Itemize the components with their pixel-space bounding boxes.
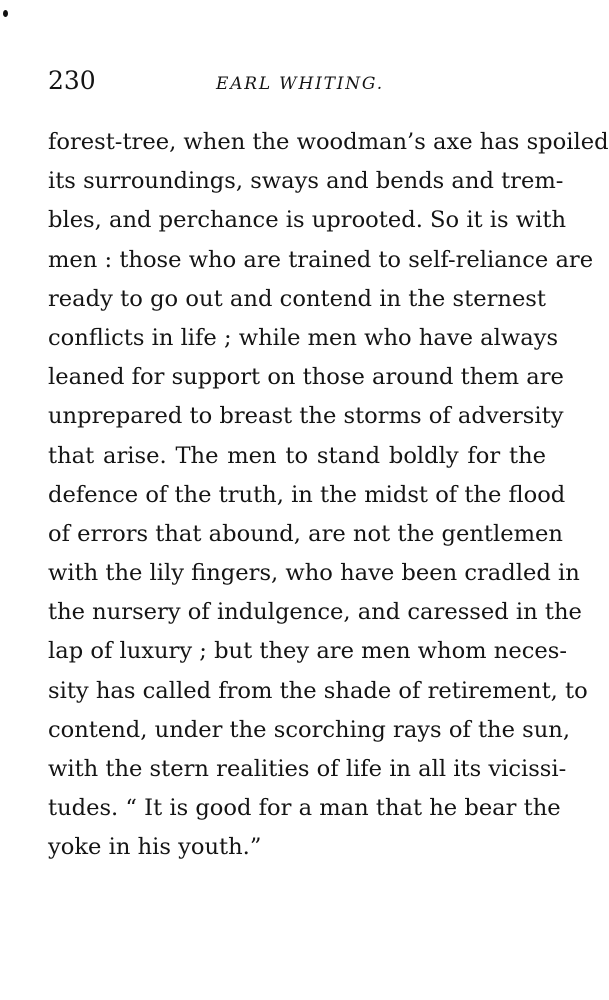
running-head: EARL WHITING. [216, 74, 384, 94]
text-line: its surroundings, sways and bends and trem- [48, 168, 564, 195]
text-line: the nursery of indulgence, and caressed in the [48, 599, 582, 626]
text-line: men : those who are trained to self-reliance are [48, 246, 594, 273]
text-line: contend, under the scorching rays of the sun, [48, 716, 571, 743]
text-line: sity has called from the shade of retirement, to [48, 677, 588, 704]
text-line: yoke in his youth.” [48, 834, 262, 861]
text-line: forest-tree, when the woodman’s axe has spoiled [48, 129, 609, 155]
text-line: with the lily fingers, who have been cradled in [48, 560, 580, 587]
text-line: of errors that abound, are not the gentlemen [48, 520, 563, 547]
text-line: ready to go out and contend in the sternest [48, 285, 546, 312]
text-line: unprepared to breast the storms of adversity [48, 403, 564, 430]
text-line: leaned for support on those around them are [48, 364, 564, 391]
body-text [48, 123, 609, 868]
page-number: 230 [48, 66, 96, 95]
ink-speck [3, 10, 8, 17]
text-line: defence of the truth, in the midst of the flood [48, 481, 566, 508]
text-line: bles, and perchance is uprooted. So it is with [48, 207, 567, 234]
text-line: conflicts in life ; while men who have always [48, 324, 559, 351]
text-line: lap of luxury ; but they are men whom neces- [48, 638, 567, 665]
text-line: that arise. The men to stand boldly for the [48, 442, 546, 469]
text-line: tudes. “ It is good for a man that he bear the [48, 795, 561, 822]
text-line: with the stern realities of life in all its vicissi- [48, 756, 567, 782]
page-header [48, 66, 548, 100]
